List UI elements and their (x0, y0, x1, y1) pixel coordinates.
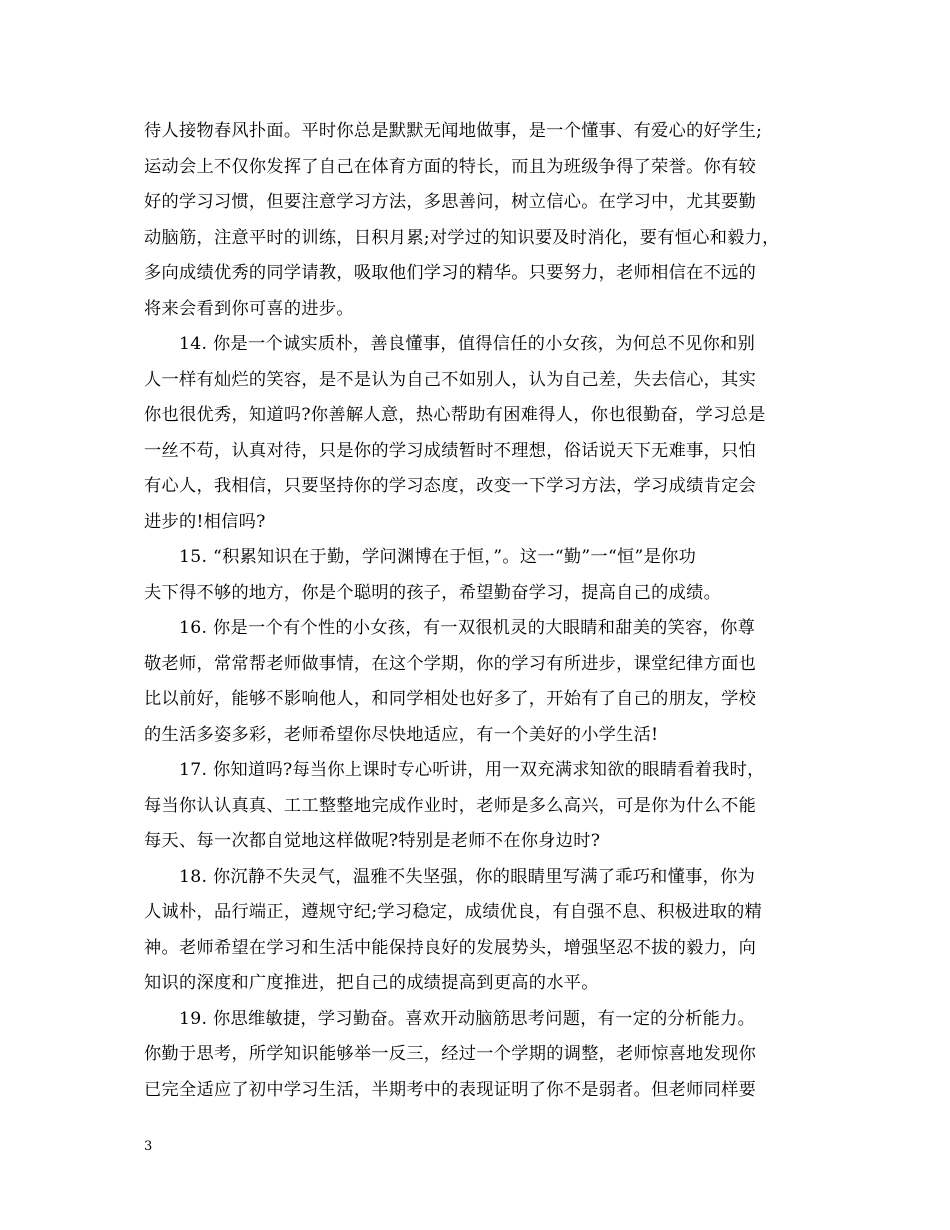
paragraph-first-line: 14. 你是一个诚实质朴，善良懂事，值得信任的小女孩，为何总不见你和别 (179, 334, 756, 354)
text-line: 有心人，我相信，只要坚持你的学习态度，改变一下学习方法，学习成绩肯定会 (144, 476, 757, 496)
document-body (144, 114, 844, 1108)
text-line: 每当你认认真真、工工整整地完成作业时，老师是多么高兴，可是你为什么不能 (144, 795, 757, 816)
paragraph-first-line: 17. 你知道吗?每当你上课时专心听讲，用一双充满求知欲的眼睛看着我时， (179, 760, 765, 780)
paragraph-first-line: 15. “积累知识在于勤，学问渊博在于恒，”。这一“勤”一“恒”是你功 (179, 547, 697, 567)
text-line: 运动会上不仅你发挥了自己在体育方面的特长，而且为班级争得了荣誉。你有较 (144, 156, 757, 177)
text-line: 你勤于思考，所学知识能够举一反三，经过一个学期的调整，老师惊喜地发现你 (144, 1044, 757, 1064)
text-line: 人一样有灿烂的笑容，是不是认为自己不如别人，认为自己差，失去信心，其实 (144, 369, 757, 390)
page-number: 3 (144, 1139, 153, 1154)
text-line: 神。老师希望在学习和生活中能保持良好的发展势头，增强坚忍不拔的毅力，向 (144, 937, 757, 958)
paragraph-first-line: 19. 你思维敏捷，学习勤奋。喜欢开动脑筋思考问题，有一定的分析能力。 (179, 1008, 756, 1029)
text-line: 夫下得不够的地方，你是个聪明的孩子，希望勤奋学习，提高自己的成绩。 (144, 582, 722, 603)
text-line: 已完全适应了初中学习生活，半期考中的表现证明了你不是弱者。但老师同样要 (144, 1079, 757, 1100)
text-line: 比以前好，能够不影响他人，和同学相处也好多了，开始有了自己的朋友，学校 (144, 689, 757, 709)
paragraph-first-line: 16. 你是一个有个性的小女孩，有一双很机灵的大眼睛和甜美的笑容，你尊 (179, 618, 756, 638)
text-line: 一丝不苟，认真对待，只是你的学习成绩暂时不理想，俗话说天下无难事，只怕 (144, 440, 757, 461)
text-line: 好的学习习惯，但要注意学习方法，多思善问，树立信心。在学习中，尤其要勤 (144, 192, 757, 212)
text-line: 你也很优秀，知道吗?你善解人意，热心帮助有困难得人，你也很勤奋，学习总是 (144, 405, 766, 425)
text-line: 进步的!相信吗? (144, 511, 266, 532)
text-line: 的生活多姿多彩，老师希望你尽快地适应，有一个美好的小学生活! (144, 724, 659, 745)
text-line: 动脑筋，注意平时的训练，日积月累;对学过的知识要及时消化，要有恒心和毅力， (144, 227, 780, 248)
text-line: 人诚朴，品行端正，遵规守纪;学习稳定，成绩优良，有自强不息、积极进取的精 (144, 902, 763, 922)
text-line: 知识的深度和广度推进，把自己的成绩提高到更高的水平。 (144, 973, 599, 993)
paragraph-first-line: 18. 你沉静不失灵气，温雅不失坚强，你的眼睛里写满了乖巧和懂事，你为 (179, 866, 756, 887)
text-line: 敬老师，常常帮老师做事情，在这个学期，你的学习有所进步，课堂纪律方面也 (144, 653, 757, 674)
text-line: 每天、每一次都自觉地这样做呢?特别是老师不在你身边时? (144, 831, 601, 851)
text-line: 将来会看到你可喜的进步。 (144, 298, 354, 319)
text-line: 待人接物春风扑面。平时你总是默默无闻地做事，是一个懂事、有爱心的好学生; (144, 121, 763, 141)
text-line: 多向成绩优秀的同学请教，吸取他们学习的精华。只要努力，老师相信在不远的 (144, 263, 757, 283)
